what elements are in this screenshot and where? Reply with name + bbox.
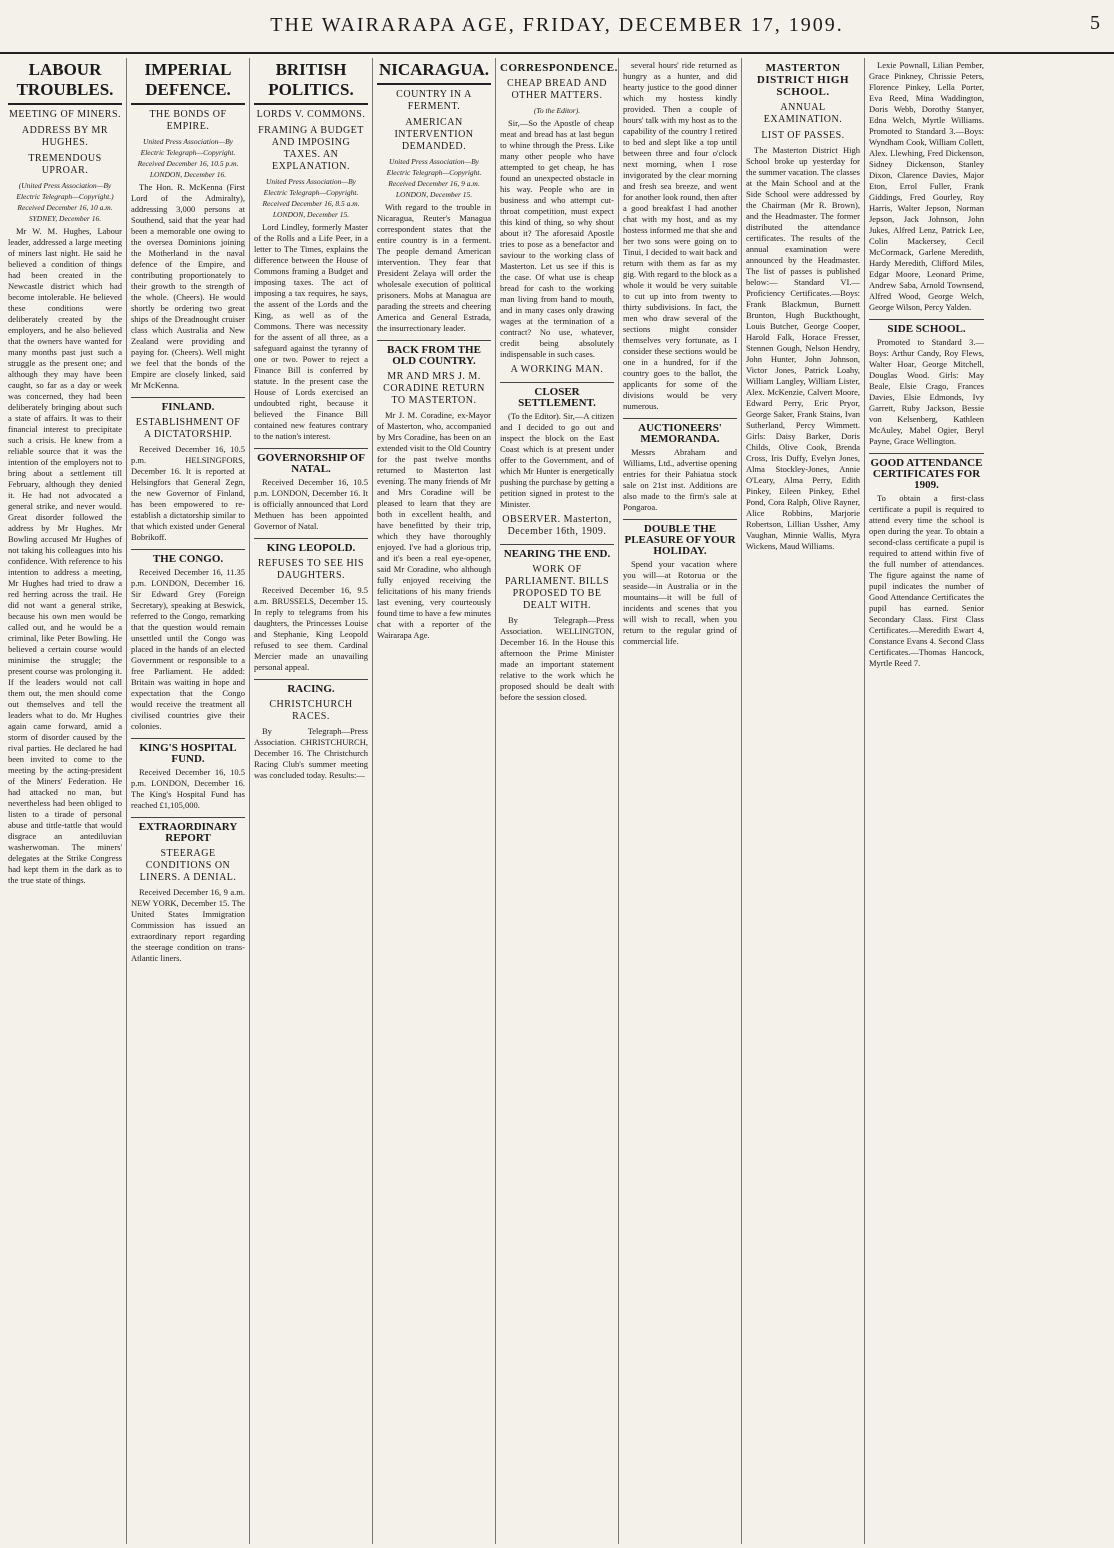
subheadline: MEETING OF MINERS.: [8, 109, 122, 120]
subheadline: STEERAGE CONDITIONS ON LINERS. A DENIAL.: [139, 848, 237, 883]
masthead: [0, 0, 1114, 54]
article-body: The Masterton District High School broke up yesterday for the summer vacation. The classes at the Main School and at the Side School were addressed by the Chairman (Mr R. Brown), and the Headmaster. The former distributed the attendance certificates. The results of the annual examination were announced by the Headmaster. The list of passes is published below:— Standard VI.—Proficiency Certificates.—Boys: Frank Blackmun, Burnett Brunton, Hugh Buckthought, Louis Butcher, George Cooper, Harold Falk, Horace Fresser, Stennen Gough, Nelson Hendry, John Hunter, John Johnson, Victor Jones, Patrick Loahy, William Langley, William Lister, Alex. McKenzie, Calvert Moore, Edward Perry, Eric Pryor, George Saker, Frank Stains, Ivan Sutherland, Percy Wimmett. Girls: Daisy Barker, Doris Childs, Olive Cook, Brenda Cross, Iris Duffy, Evelyn Jones, Alma Stockley-Jones, Annie O'Leary, Alma Perry, Edith Pinkey, Eileen Pinkey, Ethel Pond, Cora Ralph, Olive Rayner, Alice Robbins, Marjorie Robertson, Lillian Ussher, Amy Vaughan, Minnie Wallis, Myra Wickens, Maud Williams.: [746, 145, 860, 551]
subheadline: LORDS V. COMMONS.: [256, 109, 366, 120]
article-body: The Hon. R. McKenna (First Lord of the Admiralty), addressing 3,000 persons at Southend, said that the year had been a memorable one owing to the oversea Dominions joining the Motherland in the naval defence of the Empire, and contributing proportionately to their growth to the strength of the whole. (Cheers). He would shortly be ordering two great ships of the Dreadnought cruiser class which Australia and New Zealand were providing and paying for. (Cheers). Well might we feel that the bonds of the Empire are closely linked, said Mr McKenna.: [131, 182, 245, 390]
advertisement-body: Spend your vacation where you will—at Rotorua or the seaside—in Australia or in the mountains—it will be full of incidents and scenes that you will wish to recall, when you return to the regular grind of commercial life.: [623, 559, 737, 646]
article-body: (To the Editor). Sir,—A citizen and I decided to go out and inspect the block on the East Coast which is at present under offer to the Government, and of which Mr Hunter is energetically pushing the purchase by getting a petition signed in protest to the Minister.: [500, 411, 615, 509]
subheadline: TREMENDOUS UPROAR.: [28, 153, 102, 176]
headline: MASTERTON DISTRICT HIGH SCHOOL.: [756, 62, 850, 98]
article-body: Received December 16, 11.35 p.m. LONDON, December 16. Sir Edward Grey (Foreign Secretary), speaking at Beswick, referred to the Congo, remarking that the question would remain unsettled until the Congo was placed in the hands of an elected Government or responsible to a free Parliament. He added: Britain was waiting in hope and expectation that the Congo would receive the treatment all civilised countries give their colonies.: [131, 567, 245, 731]
headline: AUCTIONEERS' MEMORANDA.: [623, 418, 737, 445]
subheadline: REFUSES TO SEE HIS DAUGHTERS.: [257, 558, 365, 581]
dateline: United Press Association—By Electric Telegraph—Copyright. Received December 16, 9 a.m. LONDON, December 15.: [386, 157, 482, 199]
headline: KING'S HOSPITAL FUND.: [131, 738, 245, 765]
article-body: Received December 16, 10.5 p.m. LONDON, December 16. The King's Hospital Fund has reached £1,105,000.: [131, 767, 245, 810]
article-body: Messrs Abraham and Williams, Ltd., advertise opening entries for their Pahiatua stock sale on 21st inst. Additions are also made to the firm's sale at Pongaroa.: [623, 447, 737, 512]
headline: BRITISH POLITICS.: [254, 60, 368, 105]
subheadline: CHEAP BREAD AND OTHER MATTERS.: [507, 78, 607, 101]
subheadline: MR AND MRS J. M. CORADINE RETURN TO MASTERTON.: [383, 371, 485, 406]
subheadline: LIST OF PASSES.: [761, 130, 845, 141]
signature: OBSERVER. Masterton, December 16th, 1909.: [502, 514, 612, 537]
subheadline: COUNTRY IN A FERMENT.: [396, 89, 472, 112]
column-labour-troubles: [4, 58, 127, 1544]
headline: DOUBLE THE PLEASURE OF YOUR HOLIDAY.: [623, 519, 737, 557]
headline: SIDE SCHOOL.: [869, 319, 984, 335]
article-body: Received December 16, 9.5 a.m. BRUSSELS, December 15. In reply to telegrams from his daughters, the Princesses Louise and Stephanie, King Leopold refused to see them. Cardinal Mercier made an unavailing personal appeal.: [254, 585, 368, 672]
subheadline: THE BONDS OF EMPIRE.: [149, 109, 227, 132]
article-body: Lexie Pownall, Lilian Pember, Grace Pinkney, Chrissie Peters, Florence Pinkey, Lella Porter, Eva Reed, Mina Waddington, Doris Webb, Dorothy Stanyer, Edna Welch, Myrtle Williams. Promoted to Standard 3.—Boys: Wyndham Cook, William Collett, Alex. Llewhing, Fred Dickenson, Sidney Dickenson, Stanley Dixon, Clarence Davies, Major Eton, Errol Fuller, Frank Giddings, Fred Gourley, Roy Harris, Walter Jepson, Norman Jepson, Jack Johnson, John Jukes, Alfred Lenz, Patrick Lee, Colin Mackersey, Cecil McCormack, Garlene Meredith, Hardy Meredith, Clifford Miles, Edgar Moore, Leonard Prime, Andrew Saba, Arnold Townsend, Alfred Wood, George Welch, George Wilson, Percy Yalden.: [869, 60, 984, 312]
column-high-school: [742, 58, 865, 1544]
subheadline: AMERICAN INTERVENTION DEMANDED.: [394, 117, 474, 152]
headline: IMPERIAL DEFENCE.: [131, 60, 245, 105]
page-number: 5: [1090, 12, 1100, 34]
headline: GOOD ATTENDANCE CERTIFICATES FOR 1909.: [869, 453, 984, 491]
headline: CORRESPONDENCE.: [500, 62, 618, 74]
subheadline: WORK OF PARLIAMENT. BILLS PROPOSED TO BE DEALT WITH.: [504, 564, 610, 611]
dateline: United Press Association—By Electric Telegraph—Copyright. Received December 16, 10.5 p.m. LONDON, December 16.: [137, 137, 239, 179]
column-imperial-defence: [127, 58, 250, 1544]
article-body: Sir,—So the Apostle of cheap meat and bread has at last begun to whine through the Press. Like many other people who have attempted to get cheap, he has found an unexpected obstacle in his way. People who are in business and who attempt cut-throat competition, must expect this kind of thing, so why shout about it? The aforesaid Apostle tries to pose as a benefactor and saviour to the working class of Masterton. Let us see if this is the case. Of what use is cheap bread for cash to the working man living from hand to mouth, and in many cases only drawing wages at the termination of a contract? No use, whatever, credit being absolutely indispensable in such cases.: [500, 118, 614, 359]
subheadline: ADDRESS BY MR HUGHES.: [21, 125, 109, 148]
dateline: (United Press Association—By Electric Telegraph—Copyright.) Received December 16, 10 a.m. SYDNEY, December 16.: [16, 181, 114, 223]
subheadline: CHRISTCHURCH RACES.: [269, 699, 353, 722]
headline: KING LEOPOLD.: [254, 538, 368, 554]
column-nicaragua: [373, 58, 496, 1544]
headline: CLOSER SETTLEMENT.: [500, 382, 614, 409]
article-body: Received December 16, 10.5 p.m. LONDON, December 16. It is officially announced that Lord Methuen has been appointed Governor of Natal.: [254, 477, 368, 531]
columns: [4, 58, 1110, 1544]
article-body: Mr W. M. Hughes, Labour leader, addressed a large meeting of miners last night. He said he believed a condition of things had been created in the Newcastle district which had become intolerable. He believed these conditions were deliberately created by the employers, and he also believed that the owners have wanted for many months past just such a struggle as the present one; and although they may have been caught, so far as a day or week was concerned, they had been deliberately bringing about such a state of affairs. It was to their financial interest to precipitate such a crisis. He knew from a reliable source that it was the intention of the employers not to bring about a settlement till February, although they denied it. He had not advocated a general strike, and never would. Great disorder followed the address by Mr Hughes. Mr Bowling accused Mr Hughes of not taking his colleagues into his confidence. With reference to his intention to address a meeting, Mr Hughes had tried to draw a red herring across the trail. He did not want a general strike, because his own men would be called out, and he would be a criminal, like Peter Bowling. He believed a certain course would minimise the struggle; the present course was prolonging it. If the leaders would not call them out, the men should come out themselves and tell the leaders what to do. Mr Hughes again came forward, amid a storm of disorder caused by the rival parties. He declared he had been invited to come to the meeting by the acting-president of the Miners' Federation. He had attacked no man, but nevertheless had been obliged to listen to a tirade of personal abuse and tittle-tattle that would disgrace an antediluvian washerwoman. The miners' delegates at the Strike Congress had kept them in the dark as to the true state of things.: [8, 226, 122, 885]
column-school-passes: [865, 58, 988, 1544]
headline: EXTRAORDINARY REPORT: [131, 817, 245, 844]
headline: RACING.: [254, 679, 368, 695]
headline: BACK FROM THE OLD COUNTRY.: [377, 340, 491, 367]
column-continued-letter: [619, 58, 742, 1544]
article-body: several hours' ride returned as hungry as a hunter, and did hearty justice to the good dinner which my hostess kindly provided. Then a couple of hours' talk with my host as to the capability of the country I retired to bed and slept like a top until between three and four o'clock next morning, when I rose invigorated by the clear morning and fresh sea breeze, and went for another look round, then after a good breakfast I had another chat with my host, and as my hostess informed me that she and her two sons were going on to Tinui, I decided to wait back and return with them as far as my gig. With regard to the block as a whole it would be very suitable to cut up into from twenty to thirty subdivisions. In fact, the men who draw several of the sections might consider themselves very fortunate, as I consider these sections would be one in a hundred, for if the country goes to the ballot, the applicants for some of the divisions would be very numerous.: [623, 60, 737, 411]
article-body: By Telegraph—Press Association. WELLINGTON, December 16. In the House this afternoon the Prime Minister made an important statement relative to the work which he proposed should be dealt with before the session closed.: [500, 615, 614, 702]
article-body: Received December 16, 9 a.m. NEW YORK, December 15. The United States Immigration Commission has issued an extraordinary report regarding the steerage condition on trans-Atlantic liners.: [131, 887, 245, 963]
masthead-title: THE WAIRARAPA AGE, FRIDAY, DECEMBER 17, 1909.: [270, 14, 844, 36]
headline: GOVERNORSHIP OF NATAL.: [254, 448, 368, 475]
column-british-politics: [250, 58, 373, 1544]
dateline: (To the Editor).: [533, 106, 581, 115]
article-body: To obtain a first-class certificate a pupil is required to attend every time the school is open during the year. To obtain a second-class certificate a pupil is required to attend within five of the full number of attendances. The figure against the name of pupil indicates the number of Good Attendance Certificates the pupil has earned. Senior Secondary Class. First Class Certificates.—Meredith Ewart 4, Constance Evans 4. Second Class Certificates.—Thomas Hancock, Myrtle Reed 7.: [869, 493, 984, 668]
article-body: Lord Lindley, formerly Master of the Rolls and a Life Peer, in a letter to The Times, explains the difference between the House of Commons framing a Budget and imposing taxes. The act of imposing a tax requires, he says, the assent of the Lords and the King, as well as of the Commons. There was necessity for the assent of all three, as a safeguard against the tyranny of one or two. Power to reject a Finance Bill is conferred by statute. In the present case the House of Lords exercised an undoubted right, because it believed the Finance Bill contained new features contrary to the nation's interest.: [254, 222, 368, 441]
subheadline: ANNUAL EXAMINATION.: [763, 102, 843, 125]
headline: LABOUR TROUBLES.: [8, 60, 122, 105]
headline: THE CONGO.: [131, 549, 245, 565]
subheadline: ESTABLISHMENT OF A DICTATORSHIP.: [135, 417, 241, 440]
headline: NEARING THE END.: [500, 544, 614, 560]
article-body: Received December 16, 10.5 p.m. HELSINGFORS, December 16. It is reported at Helsingfors that General Zegn, the new Governor of Finland, has been empowered to re-establish a dictatorship similar to that which existed under General Bobrikoff.: [131, 444, 245, 542]
dateline: United Press Association—By Electric Telegraph—Copyright. Received December 16, 8.5 a.m. LONDON, December 15.: [262, 177, 360, 219]
headline: NICARAGUA.: [377, 60, 491, 85]
headline: FINLAND.: [131, 397, 245, 413]
article-body: By Telegraph—Press Association. CHRISTCHURCH, December 16. The Christchurch Racing Club's summer meeting was concluded today. Results:—: [254, 726, 368, 780]
column-correspondence: [496, 58, 619, 1544]
article-body: With regard to the trouble in Nicaragua, Reuter's Managua correspondent states that the entire country is in a ferment. The people demand American intervention. They fear that President Zelaya will order the wholesale execution of political prisoners. Mobs at Managua are parading the streets and cheering America and General Estrada, the insurrectionary leader.: [377, 202, 491, 333]
signature: A WORKING MAN.: [510, 364, 604, 375]
article-body: Promoted to Standard 3.—Boys: Arthur Candy, Roy Flews, Walter Hoar, George Mitchell, Douglas Wood. Girls: May Beale, Elsie Crago, Frances Davies, Elsie Edmonds, Ivy Garrett, Ruby Jackson, Bessie von Kelsenberg, Kathleen McAuley, Mabel Ogier, Beryl Payne, Grace Wellington.: [869, 337, 984, 446]
subheadline: FRAMING A BUDGET AND IMPOSING TAXES. AN EXPLANATION.: [258, 125, 364, 172]
article-body: Mr J. M. Coradine, ex-Mayor of Masterton, who, accompanied by Mrs Coradine, has been on an extended visit to the Old Country for the past twelve months returned to Masterton last evening. The many friends of Mr and Mrs Coradine will be pleased to learn that they are both in excellent health, and have benefitted by their trip, which they have thoroughly enjoyed. I've had a glorious trip, and it's been a real eye-opener, said Mr Coradine, who although fully enjoyed receiving the felicitations of his many friends last evening, very courteously found time to have a few minutes chat with a reporter of the Wairarapa Age.: [377, 410, 491, 640]
